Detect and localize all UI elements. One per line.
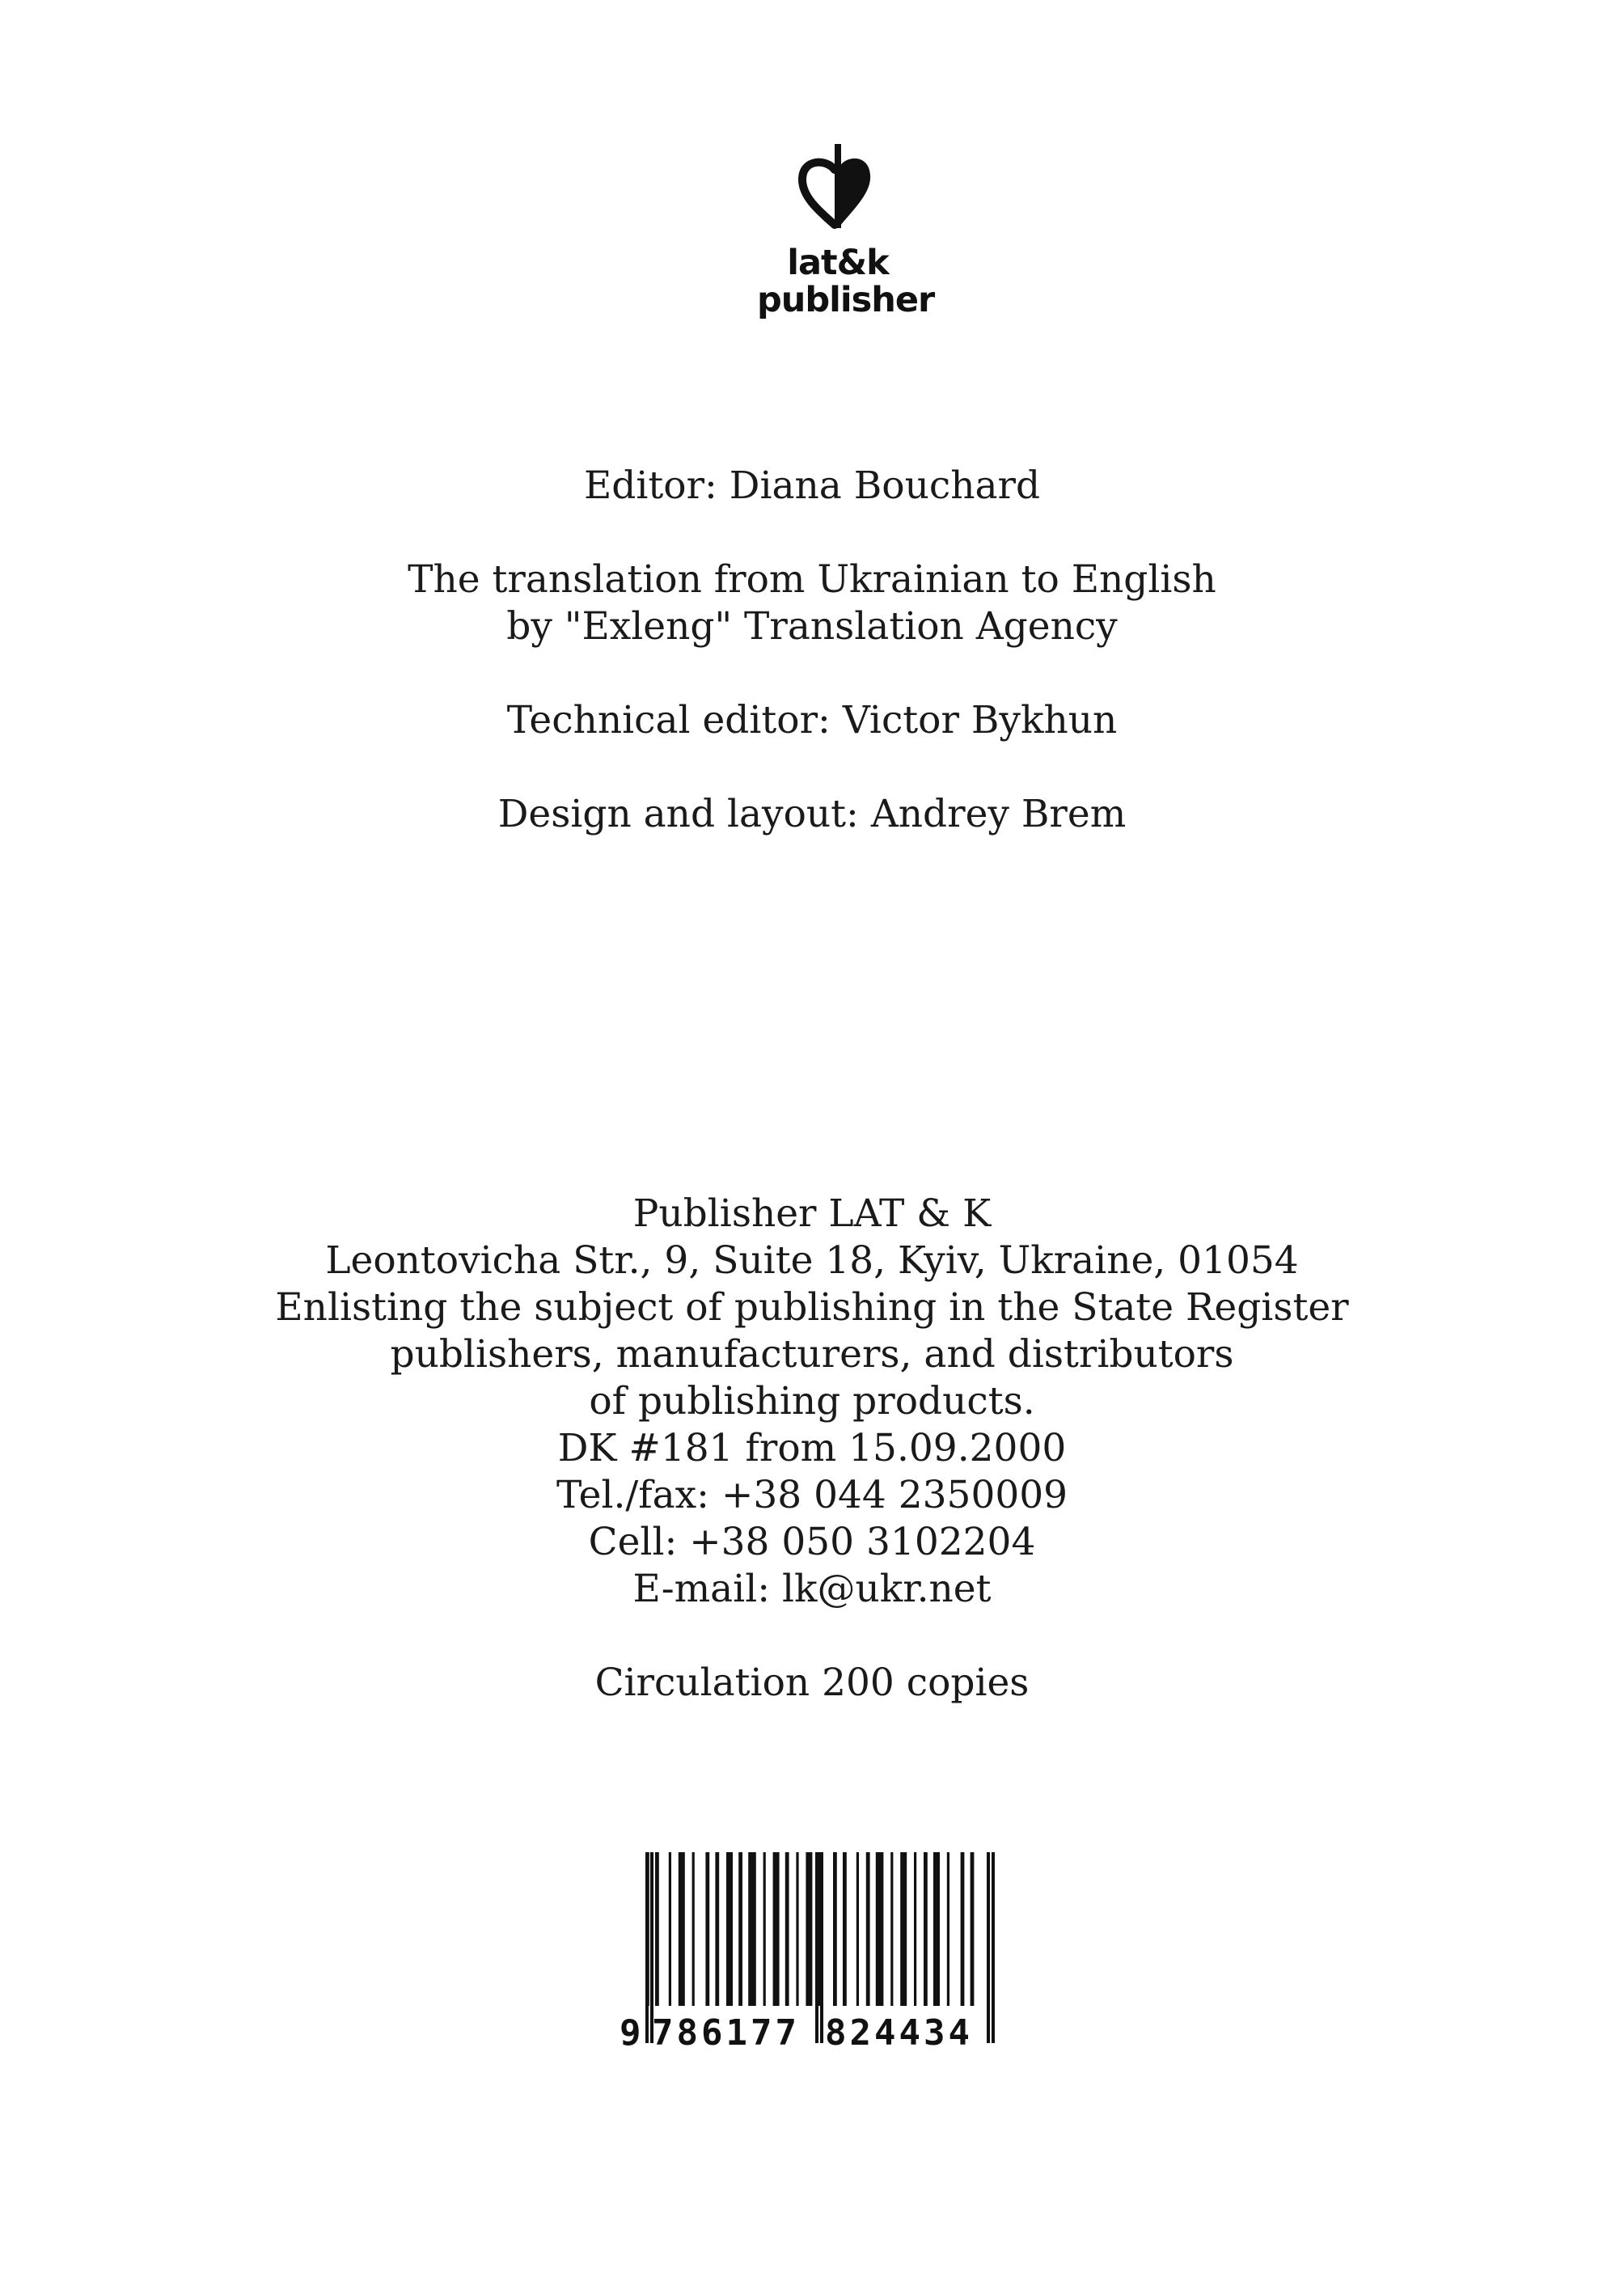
- design-credit: Design and layout: Andrey Brem: [497, 792, 1127, 836]
- translation-credit: [0, 556, 1624, 650]
- barcode-bar: [971, 1852, 975, 2006]
- lat-k-heart-logo-icon: [789, 144, 886, 233]
- barcode-guard-bar: [645, 1852, 649, 2043]
- register-line-1: Enlisting the subject of publishing in the State Register: [275, 1285, 1349, 1330]
- barcode-bar: [655, 1852, 659, 2006]
- technical-editor-credit: Technical editor: Victor Bykhun: [506, 698, 1118, 742]
- email: E-mail: lk@ukr.net: [632, 1567, 992, 1611]
- barcode-bar: [900, 1852, 907, 2006]
- barcode-bar: [715, 1852, 719, 2006]
- barcode-bar: [748, 1852, 756, 2006]
- barcode-bar: [796, 1852, 798, 2006]
- barcode-first-digit: 9: [620, 2012, 641, 2054]
- barcode-bar: [890, 1852, 893, 2006]
- barcode-bar: [856, 1852, 859, 2006]
- barcode-bar: [866, 1852, 870, 2006]
- barcode-left-group: 786177: [652, 2012, 800, 2054]
- register-line-2: publishers, manufacturers, and distributors: [390, 1332, 1234, 1377]
- barcode-bar: [924, 1852, 928, 2006]
- barcode-bar: [738, 1852, 742, 2006]
- barcode-guard-bar: [987, 1852, 990, 2043]
- translation-line-2: by "Exleng" Translation Agency: [506, 604, 1118, 649]
- cell-phone: Cell: +38 050 3102204: [588, 1520, 1036, 1564]
- barcode-guard-bar: [992, 1852, 995, 2043]
- credits-block: [0, 463, 1624, 885]
- editor-credit: Editor: Diana Bouchard: [583, 463, 1041, 508]
- circulation: Circulation 200 copies: [594, 1661, 1030, 1705]
- register-line-3: of publishing products.: [589, 1379, 1035, 1424]
- barcode-bar: [933, 1852, 940, 2006]
- barcode-bar: [843, 1852, 847, 2006]
- logo-text-line1: lat&k: [787, 243, 889, 283]
- barcode-bar: [679, 1852, 685, 2006]
- barcode-bar: [947, 1852, 949, 2006]
- barcode-guard-bar: [815, 1852, 818, 2043]
- barcode-bar: [669, 1852, 671, 2006]
- barcode-bar: [876, 1852, 884, 2006]
- tel-fax: Tel./fax: +38 044 2350009: [556, 1473, 1068, 1517]
- barcode-bar: [763, 1852, 766, 2006]
- barcode-bar: [806, 1852, 812, 2006]
- isbn-barcode: [616, 1852, 1021, 2054]
- barcode-bar: [961, 1852, 965, 2006]
- barcode-right-group: 824434: [825, 2012, 973, 2054]
- publisher-logo: [757, 144, 935, 338]
- barcode-bar: [726, 1852, 733, 2006]
- barcode-bar: [914, 1852, 916, 2006]
- barcode-bar: [833, 1852, 837, 2006]
- publisher-address: Leontovicha Str., 9, Suite 18, Kyiv, Ukraine, 01054: [325, 1238, 1299, 1283]
- translation-line-1: The translation from Ukrainian to English: [408, 557, 1216, 602]
- barcode-bar: [773, 1852, 780, 2006]
- dk-number: DK #181 from 15.09.2000: [557, 1426, 1067, 1470]
- publisher-info: [0, 1191, 1624, 1707]
- logo-text-line2: publisher: [757, 280, 935, 320]
- publisher-name: Publisher LAT & K: [632, 1191, 992, 1236]
- barcode-bar: [785, 1852, 789, 2006]
- barcode-bar: [692, 1852, 695, 2006]
- barcode-guard-bar: [820, 1852, 823, 2043]
- barcode-bar: [705, 1852, 709, 2006]
